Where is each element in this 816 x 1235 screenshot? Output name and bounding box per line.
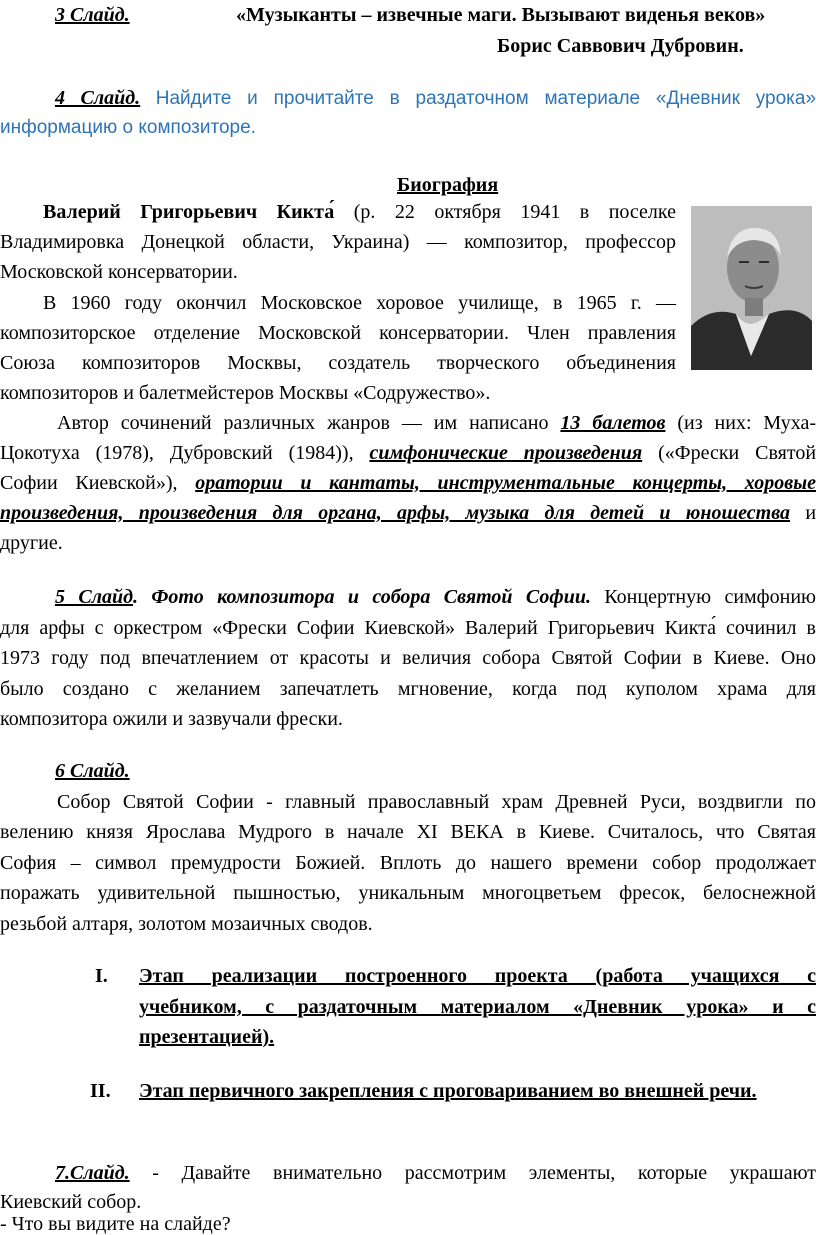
- bio-p3-l3-a: Софии Киевской»),: [0, 472, 178, 494]
- bio-ballets: 13 балетов: [560, 412, 666, 434]
- bio-p1-line1: [0, 197, 676, 227]
- bio-name: Валерий Григорьевич Кикта́: [43, 201, 335, 223]
- slide7-line3: - Что вы видите на слайде?: [0, 1213, 231, 1235]
- slide6-line3: София – символ премудрости Божией. Вплоть до нашего времени собор продолжает: [0, 852, 816, 874]
- slide5-line3: 1973 году под впечатлением от красоты и величия собора Святой Софии в Киеве. Оно: [0, 647, 816, 669]
- bio-p1-line3: Московской консерватории.: [0, 261, 238, 283]
- bio-p3-line5: другие.: [0, 532, 63, 554]
- bio-p2-line1: В 1960 году окончил Московское хоровое училище, в 1965 г. —: [43, 292, 676, 314]
- slide7-label: 7.Слайд.: [55, 1162, 130, 1184]
- bio-p2-line3: Союза композиторов Москвы, создатель творческого объединения: [0, 352, 676, 374]
- stage1-line3: презентацией).: [139, 1026, 275, 1048]
- bio-p3-text-a: Автор сочинений различных жанров — им написано: [57, 412, 549, 434]
- bio-symphonic: симфонические произведения: [369, 442, 643, 464]
- bio-p3-line1: [0, 408, 816, 438]
- slide6-line5: резьбой алтаря, золотом мозаичных сводов.: [0, 913, 373, 935]
- bio-oratorios: оратории и кантаты, инструментальные концерты, хоровые: [195, 472, 816, 494]
- slide4-line2: информацию о композиторе.: [0, 117, 256, 138]
- slide5-l1-rest: Концертную симфонию: [604, 586, 816, 608]
- bio-p3-line4: [0, 498, 816, 528]
- composer-photo: [691, 206, 812, 370]
- slide4-label: 4 Слайд.: [55, 87, 141, 109]
- slide5-line5: композитора ожили и зазвучали фрески.: [0, 708, 343, 730]
- slide5-title: Фото композитора и собора Святой Софии.: [151, 586, 591, 608]
- bio-p1-rest: (р. 22 октября 1941 в поселке: [353, 201, 676, 223]
- slide5-line1: 5 Слайд. Фото композитора и собора Святой Софии. Концертную симфонию: [0, 582, 816, 612]
- slide7-line2: Киевский собор.: [0, 1191, 142, 1213]
- bio-p1-line2: Владимировка Донецкой области, Украина) — композитор, профессор: [0, 231, 676, 253]
- bio-p3-line2: [0, 438, 816, 468]
- slide5-label: 5 Слайд: [55, 586, 134, 608]
- bio-heading: Биография: [397, 174, 499, 196]
- slide7-line1: [0, 1158, 816, 1188]
- slide3-quote: «Музыканты – извечные маги. Вызывают виденья веков»: [236, 4, 766, 26]
- slide4-line1: [0, 83, 816, 114]
- bio-p2-line4: композиторов и балетмейстеров Москвы «Содружество».: [0, 382, 491, 404]
- composer-portrait-drawing: [691, 206, 812, 370]
- bio-p3-line3: [0, 468, 816, 498]
- slide5-line4: было создано с желанием запечатлеть мгновение, когда под куполом храма для: [0, 678, 816, 700]
- slide4-text: Найдите и прочитайте в раздаточном материале «Дневник урока»: [155, 88, 816, 109]
- stage1-line1: Этап реализации построенного проекта (работа учащихся с: [139, 965, 816, 987]
- stage2-line1: Этап первичного закрепления с проговариванием во внешней речи.: [139, 1080, 757, 1102]
- bio-p2-line2: композиторское отделение Московской консерватории. Член правления: [0, 322, 676, 344]
- bio-p3-l4-b: и: [805, 502, 816, 524]
- slide5-line2: для арфы с оркестром «Фрески Софии Киевской» Валерий Григорьевич Кикта́ сочинил в: [0, 617, 816, 639]
- slide6-line4: поражать удивительной пышностью, уникальным многоцветьем фресок, белоснежной: [0, 882, 816, 904]
- stage2-number: II.: [90, 1080, 111, 1102]
- stage1-number: I.: [95, 965, 108, 987]
- bio-p3-text-c: (из них: Муха-: [677, 412, 816, 434]
- bio-p3-l2-a: Цокотуха (1978), Дубровский (1984)),: [0, 442, 354, 464]
- stage1-line2: учебником, с раздаточным материалом «Дневник урока» и с: [139, 996, 816, 1018]
- slide6-line2: велению князя Ярослава Мудрого в начале XI ВЕКА в Киеве. Считалось, что Святая: [0, 821, 816, 843]
- slide7-l1-rest: - Давайте внимательно рассмотрим элементы, которые украшают: [152, 1162, 816, 1184]
- slide3-author: Борис Саввович Дубровин.: [497, 35, 744, 57]
- bio-p3-l2-c: («Фрески Святой: [658, 442, 816, 464]
- bio-works: произведения, произведения для органа, арфы, музыка для детей и юношества: [0, 502, 791, 524]
- slide3-label: 3 Слайд.: [55, 4, 130, 26]
- slide6-label: 6 Слайд.: [55, 760, 130, 782]
- slide6-line1: Собор Святой Софии - главный православный храм Древней Руси, воздвигли по: [57, 791, 816, 813]
